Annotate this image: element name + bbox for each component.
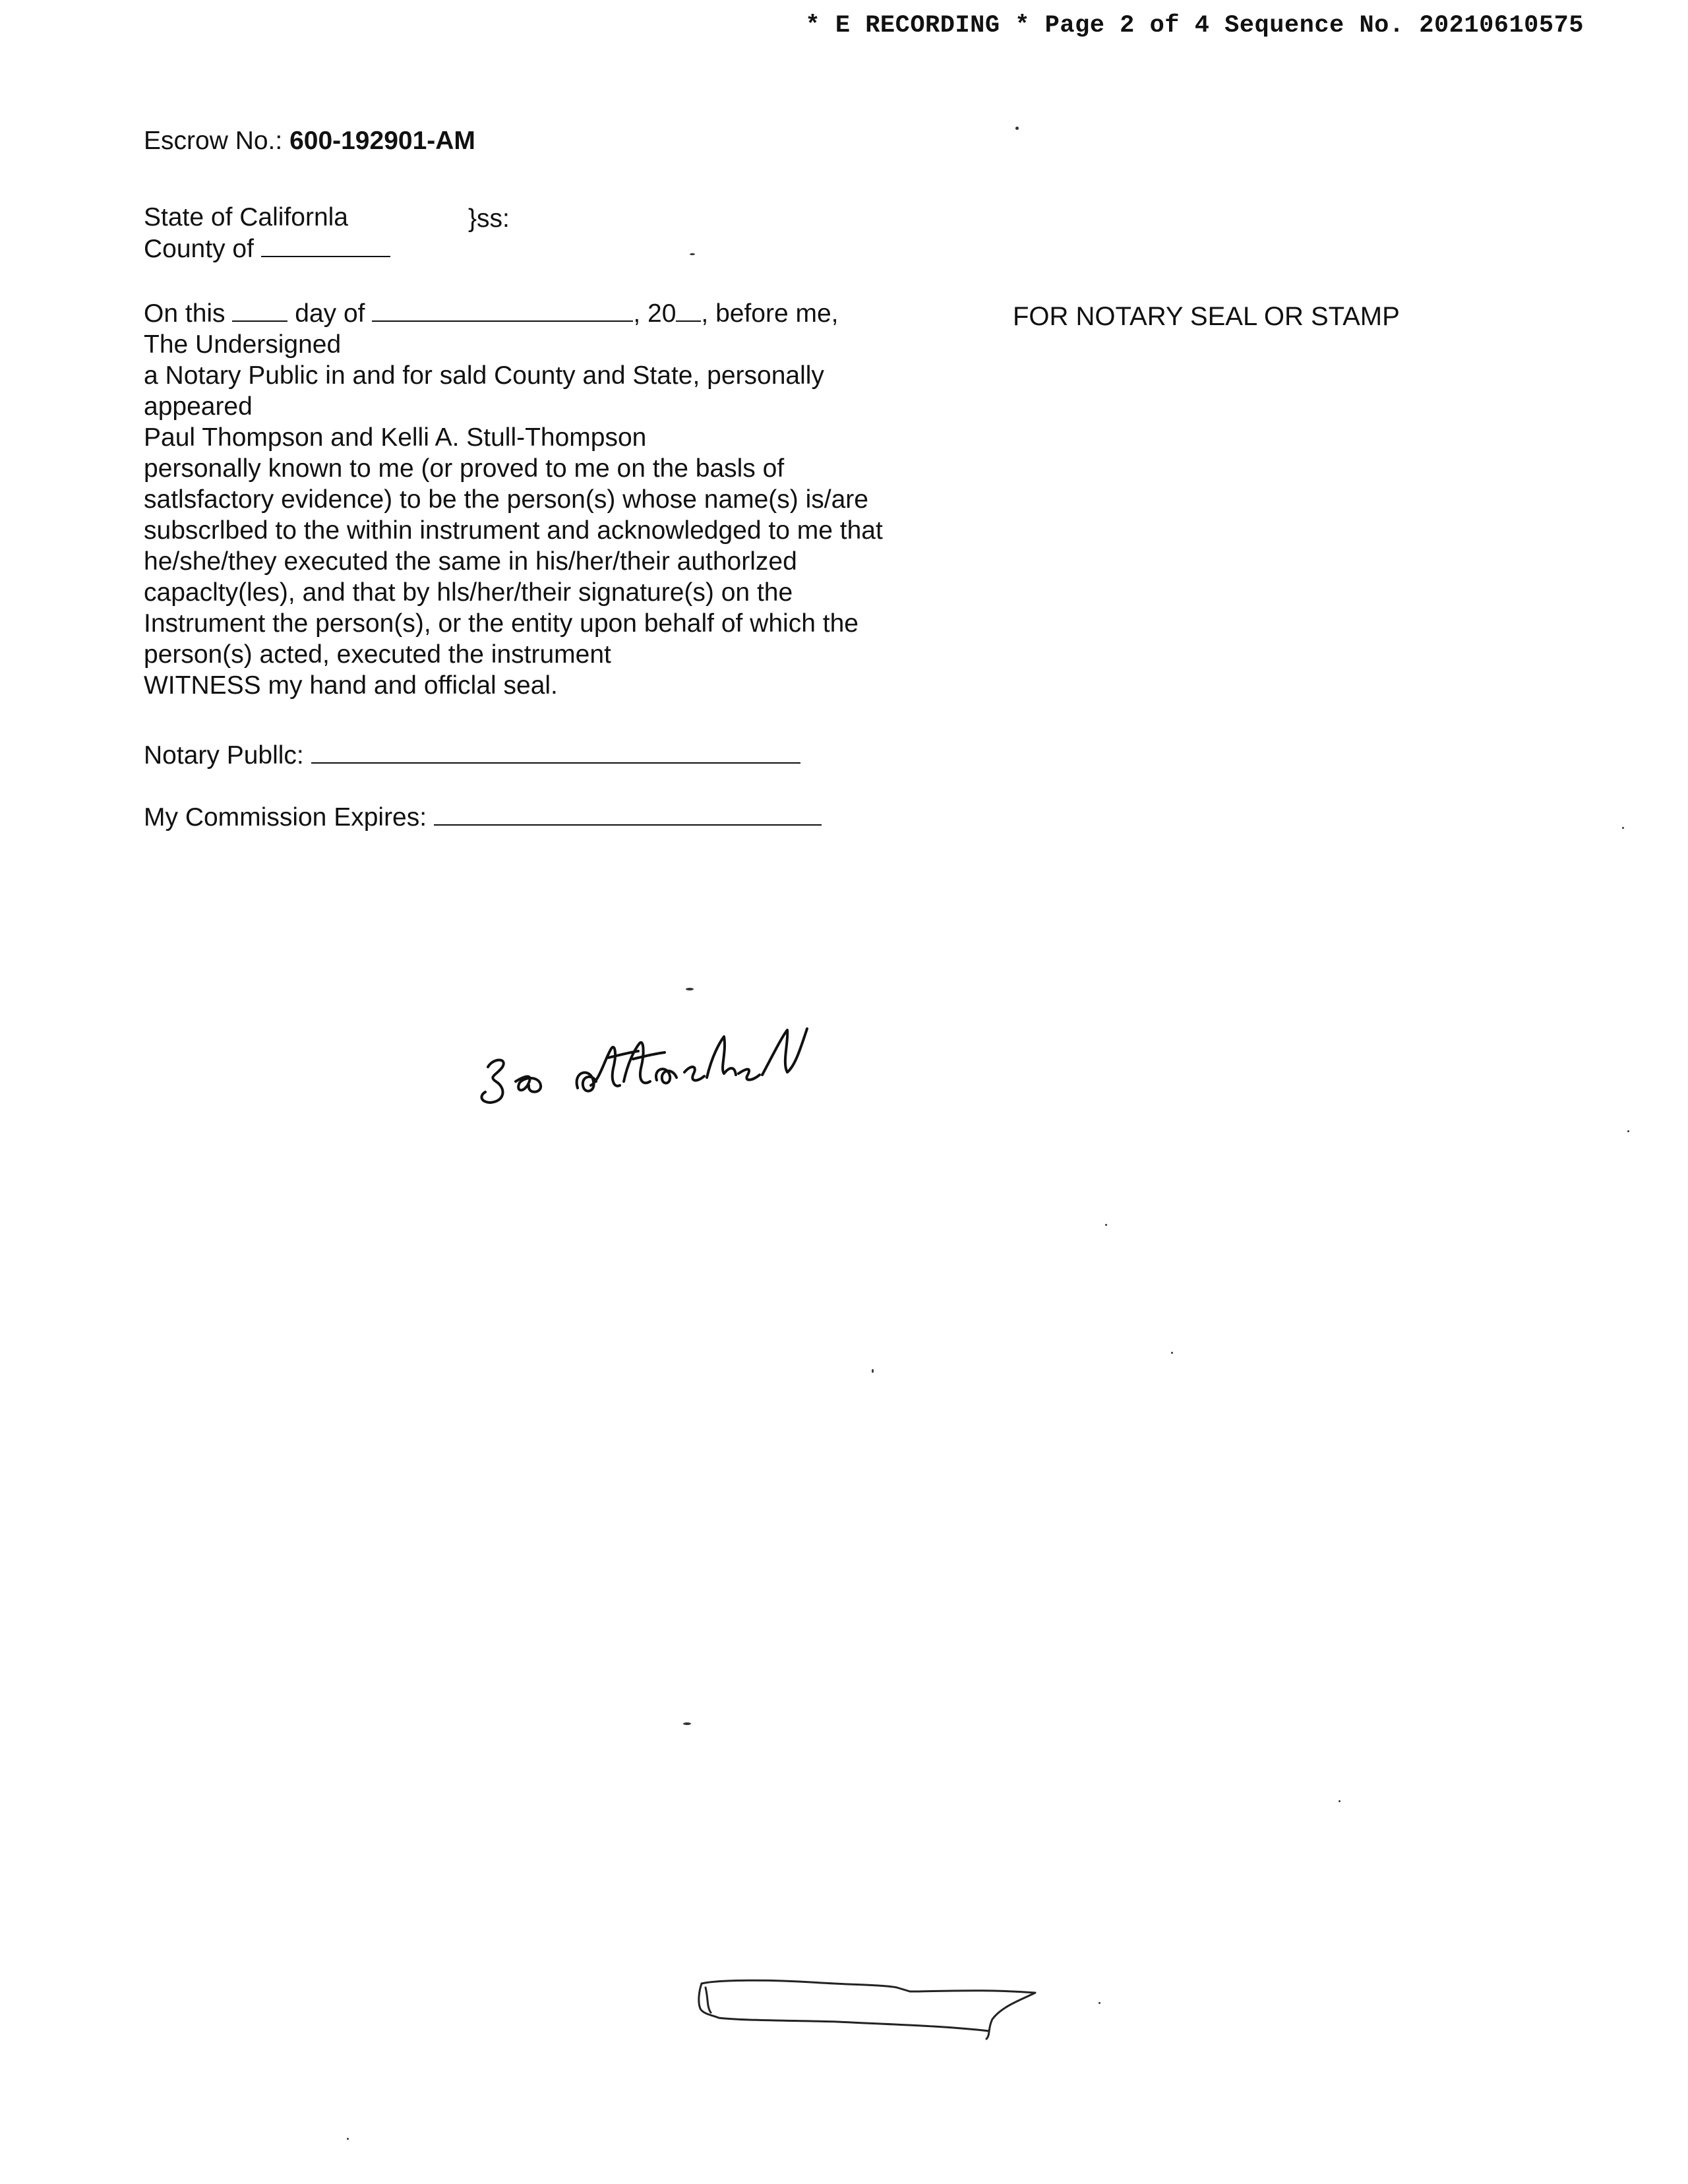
- scan-speck: [347, 2138, 349, 2140]
- ack-line-6: personally known to me (or proved to me on the basls of: [144, 454, 785, 483]
- scan-speck: [686, 988, 694, 990]
- ack-line-10: capaclty(les), and that by hls/her/their signature(s) on the: [144, 578, 793, 607]
- scan-speck: [1339, 1800, 1341, 1802]
- ack-officer: The Undersigned: [144, 330, 342, 359]
- year-blank: [676, 301, 701, 322]
- before-me-text: , before me,: [701, 299, 839, 328]
- month-blank: [372, 301, 633, 322]
- county-label: County of: [144, 235, 254, 263]
- scan-speck: [1627, 1130, 1629, 1132]
- scan-speck: [1105, 1224, 1107, 1226]
- handwritten-see-attached: [462, 989, 884, 1121]
- scan-speck: [1622, 827, 1624, 829]
- day-of-text: day of: [295, 299, 365, 328]
- ack-first-line: [144, 298, 961, 329]
- scan-speck: [872, 1369, 874, 1373]
- ack-line-7: satlsfactory evidence) to be the person(s) whose name(s) is/are: [144, 485, 868, 514]
- ack-line-11: Instrument the person(s), or the entity upon behalf of which the: [144, 609, 859, 638]
- scan-speck: [690, 253, 695, 255]
- notary-public-blank: [311, 743, 800, 764]
- scan-speck: [1171, 1352, 1173, 1354]
- year-prefix-text: , 20: [633, 299, 677, 328]
- scan-speck: [1015, 127, 1019, 130]
- recording-header: * E RECORDING * Page 2 of 4 Sequence No. 20210610575: [805, 12, 1584, 40]
- ack-witness: WITNESS my hand and officlal seal.: [144, 671, 558, 700]
- ack-line-9: he/she/they executed the same in his/her/their authorlzed: [144, 547, 797, 576]
- scan-speck: [683, 1722, 691, 1725]
- escrow-number: 600-192901-AM: [289, 127, 475, 155]
- venue-ss: }ss:: [468, 204, 510, 233]
- notary-public-label: Notary Publlc:: [144, 741, 304, 770]
- escrow-label: Escrow No.:: [144, 127, 283, 155]
- on-this-text: On this: [144, 299, 226, 328]
- ack-line-8: subscrlbed to the within instrument and acknowledged to me that: [144, 516, 883, 545]
- notary-seal-label: FOR NOTARY SEAL OR STAMP: [1013, 302, 1400, 331]
- ack-line-3: a Notary Public in and for sald County and State, personally: [144, 361, 824, 390]
- scribble-mark: [692, 1965, 1048, 2064]
- commission-label: My Commission Expires:: [144, 803, 427, 832]
- commission-line: [144, 803, 822, 832]
- scan-speck: [1099, 2002, 1100, 2004]
- notary-public-line: [144, 741, 800, 770]
- escrow-line: [144, 127, 475, 156]
- day-blank: [232, 301, 287, 322]
- ack-line-4: appeared: [144, 392, 253, 421]
- venue-state: State of Californla: [144, 203, 349, 231]
- county-blank: [261, 236, 390, 257]
- ack-signers: Paul Thompson and Kelli A. Stull-Thompson: [144, 423, 647, 452]
- acknowledgment-text: [144, 298, 961, 701]
- ack-line-12: person(s) acted, executed the instrument: [144, 640, 611, 669]
- venue-county: [144, 235, 390, 264]
- commission-blank: [434, 804, 822, 826]
